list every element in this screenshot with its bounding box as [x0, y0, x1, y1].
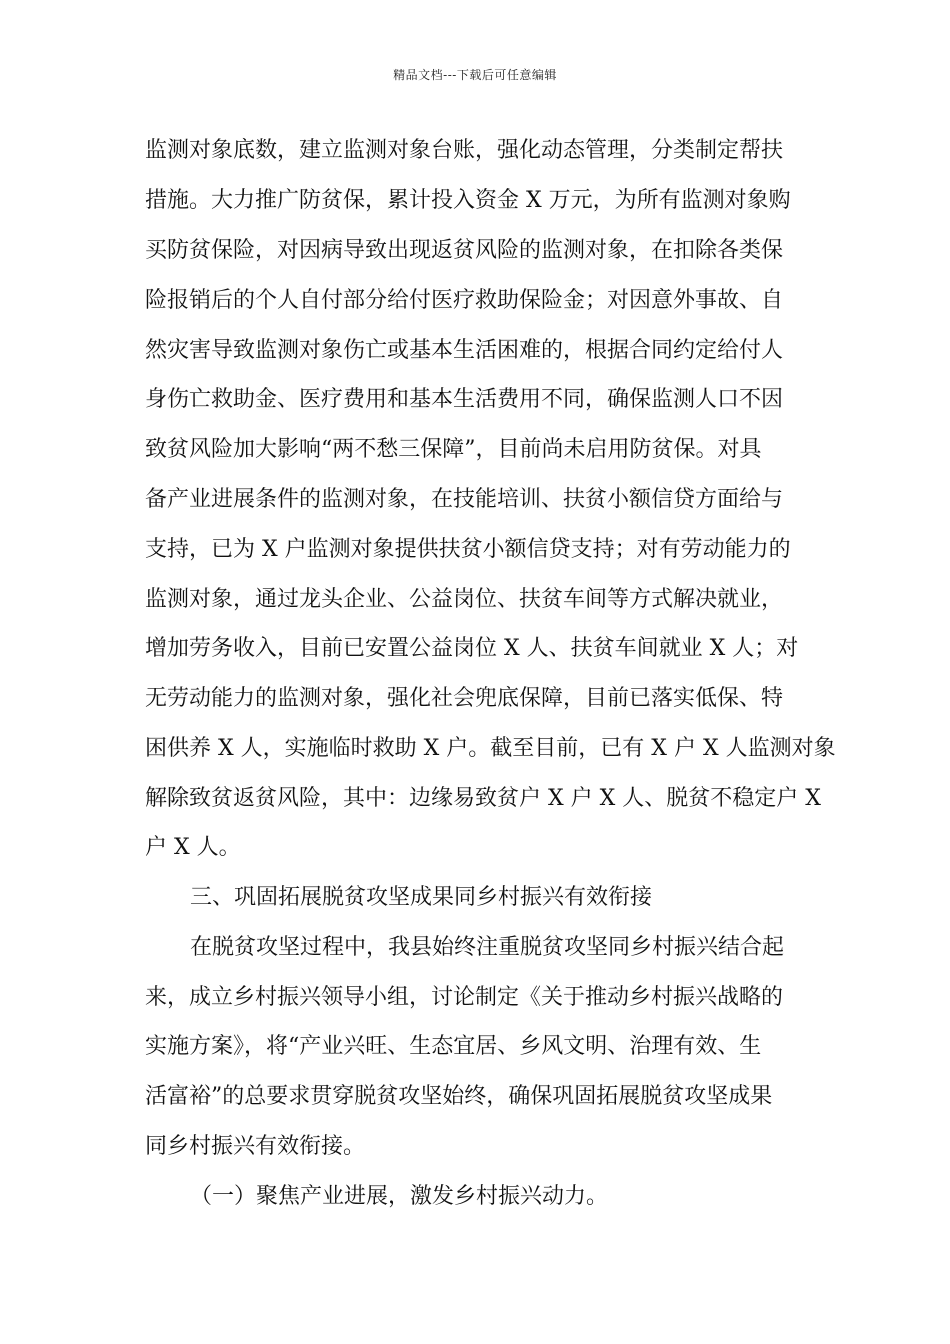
- body-line: 活富裕”的总要求贯穿脱贫攻坚始终，确保巩固拓展脱贫攻坚成果: [145, 1084, 773, 1109]
- body-line: 然灾害导致监测对象伤亡或基本生活困难的，根据合同约定给付人: [145, 338, 784, 363]
- body-line: 困供养 X 人，实施临时救助 X 户。截至目前，已有 X 户 X 人监测对象: [145, 736, 836, 761]
- body-line: 监测对象底数，建立监测对象台账，强化动态管理，分类制定帮扶: [145, 138, 784, 163]
- body-line: 监测对象，通过龙头企业、公益岗位、扶贫车间等方式解决就业，: [145, 587, 784, 612]
- body-line: 致贫风险加大影响“两不愁三保障”，目前尚未启用防贫保。对具: [145, 437, 762, 462]
- body-line: 来，成立乡村振兴领导小组，讨论制定《关于推动乡村振兴战略的: [145, 985, 784, 1010]
- subsection-heading: （一）聚焦产业进展，激发乡村振兴动力。: [190, 1184, 609, 1209]
- body-line: 在脱贫攻坚过程中，我县始终注重脱贫攻坚同乡村振兴结合起: [190, 935, 785, 960]
- body-line: 买防贫保险，对因病导致出现返贫风险的监测对象，在扣除各类保: [145, 238, 784, 263]
- body-line: 备产业进展条件的监测对象，在技能培训、扶贫小额信贷方面给与: [145, 487, 784, 512]
- body-line: 身伤亡救助金、医疗费用和基本生活费用不同，确保监测人口不因: [145, 387, 784, 412]
- body-line: 险报销后的个人自付部分给付医疗救助保险金；对因意外事故、自: [145, 288, 784, 313]
- body-line: 同乡村振兴有效衔接。: [145, 1134, 366, 1159]
- page-header: 精品文档---下载后可任意编辑: [393, 68, 557, 82]
- body-line: 户 X 人。: [145, 835, 241, 860]
- body-line: 支持，已为 X 户监测对象提供扶贫小额信贷支持；对有劳动能力的: [145, 537, 791, 562]
- body-line: 实施方案》，将“产业兴旺、生态宜居、乡风文明、治理有效、生: [145, 1034, 762, 1059]
- body-line: 无劳动能力的监测对象，强化社会兜底保障，目前已落实低保、特: [145, 686, 784, 711]
- body-line: 增加劳务收入，目前已安置公益岗位 X 人、扶贫车间就业 X 人；对: [145, 636, 799, 661]
- section-heading: 三、巩固拓展脱贫攻坚成果同乡村振兴有效衔接: [190, 885, 653, 910]
- body-line: 解除致贫返贫风险，其中：边缘易致贫户 X 户 X 人、脱贫不稳定户 X: [145, 786, 821, 811]
- body-line: 措施。大力推广防贫保，累计投入资金 X 万元，为所有监测对象购: [145, 188, 791, 213]
